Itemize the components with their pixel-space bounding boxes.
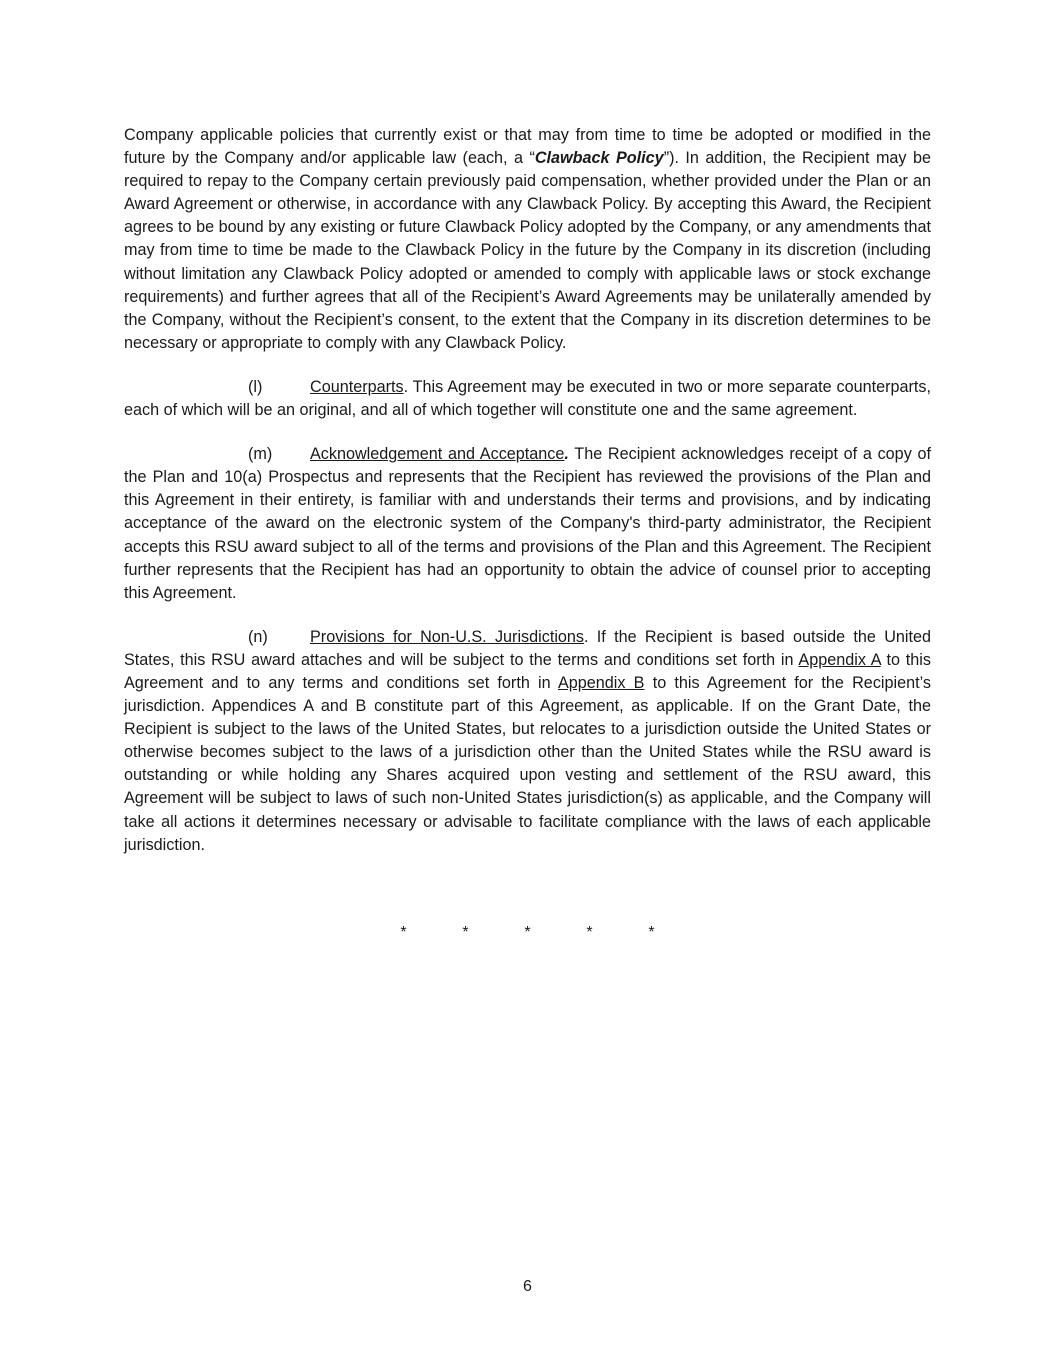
defined-term-clawback-policy: Clawback Policy xyxy=(534,149,664,168)
document-body xyxy=(124,124,931,857)
appendix-a-reference: Appendix A xyxy=(798,650,881,669)
section-body: . If the Recipient is based outside the United States, this RSU award attaches and will be subject to the terms and conditions set forth in xyxy=(124,627,932,669)
section-label: (l) xyxy=(248,377,263,396)
section-label: (n) xyxy=(248,627,268,646)
appendix-b-reference: Appendix B xyxy=(557,673,645,692)
section-body: to this Agreement and to any terms and conditions set forth in xyxy=(124,650,931,692)
section-heading: Counterparts xyxy=(310,377,404,396)
separator-asterisk: * xyxy=(524,924,531,941)
section-body: This Agreement may be executed in two or more separate counterparts, each of which will be an original, and all of which together will constitute one and the same agreement. xyxy=(124,377,931,420)
paragraph-text: ”). In addition, the Recipient may be required to repay to the Company certain previously paid compensation, whether provided under the Plan or an Award Agreement or otherwise, in accordance with any Clawback Policy. By accepting this Award, the Recipient agrees to be bound by any existing or future Clawback Policy adopted by the Company, or any amendments that may from time to time be made to the Clawback Policy in the future by the Company in its discretion (including without limitation any Clawback Policy adopted or amended to comply with applicable laws or stock exchange requirements) and further agrees that all of the Recipient’s Award Agreements may be unilaterally amended by the Company, without the Recipient’s consent, to the extent that the Company in its discretion determines to be necessary or appropriate to comply with any Clawback Policy. xyxy=(124,149,931,352)
section-body: to this Agreement for the Recipient’s jurisdiction. Appendices A and B constitute part of this Agreement, as applicable. If on the Grant Date, the Recipient is subject to the laws of the United States, but relocates to a jurisdiction outside the United States or otherwise becomes subject to the laws of a jurisdiction other than the United States while the RSU award is outstanding or while holding any Shares acquired upon vesting and settlement of the RSU award, this Agreement will be subject to laws of such non-United States jurisdiction(s) as applicable, and the Company will take all actions it determines necessary or advisable to facilitate compliance with the laws of each applicable jurisdiction. xyxy=(124,673,932,854)
section-separator xyxy=(0,924,1055,942)
section-m-acknowledgement: (m) Acknowledgement and Acceptance. The Recipient acknowledges receipt of a copy of the Plan and 10(a) Prospectus and represents that the Recipient has reviewed the provisions of the Plan and this Agreement in their entirety, is familiar with and understands their terms and provisions, and by indicating acceptance of the award on the electronic system of the Company's third-party administrator, the Recipient accepts this RSU award subject to all of the terms and provisions of the Plan and this Agreement. The Recipient further represents that the Recipient has had an opportunity to obtain the advice of counsel prior to accepting this Agreement. xyxy=(124,445,931,602)
section-n-non-us-jurisdictions xyxy=(124,626,931,857)
section-heading: Provisions for Non-U.S. Jurisdictions xyxy=(310,627,585,646)
section-label: (m) xyxy=(248,445,273,464)
page-number: 6 xyxy=(523,1278,532,1295)
separator-asterisk: * xyxy=(462,924,469,941)
section-l-counterparts: (l) Counterparts. This Agreement may be executed in two or more separate counterparts, each of which will be an original, and all of which together will constitute one and the same agreement. xyxy=(124,377,931,420)
clawback-continuation-paragraph xyxy=(124,124,931,355)
separator-asterisk: * xyxy=(648,924,655,941)
paragraph-text: Company applicable policies that currently exist or that may from time to time be adopted or modified in the future by the Company and/or applicable law (each, a “ xyxy=(124,126,931,168)
separator-asterisk: * xyxy=(400,924,407,941)
section-body: The Recipient acknowledges receipt of a copy of the Plan and 10(a) Prospectus and represents that the Recipient has reviewed the provisions of the Plan and this Agreement in their entirety, is familiar with and understands their terms and provisions, and by indicating acceptance of the award on the electronic system of the Company's third-party administrator, the Recipient accepts this RSU award subject to all of the terms and provisions of the Plan and this Agreement. The Recipient further represents that the Recipient has had an opportunity to obtain the advice of counsel prior to accepting this Agreement. xyxy=(124,445,931,602)
section-heading: Acknowledgement and Acceptance xyxy=(310,445,565,464)
separator-asterisk: * xyxy=(586,924,593,941)
